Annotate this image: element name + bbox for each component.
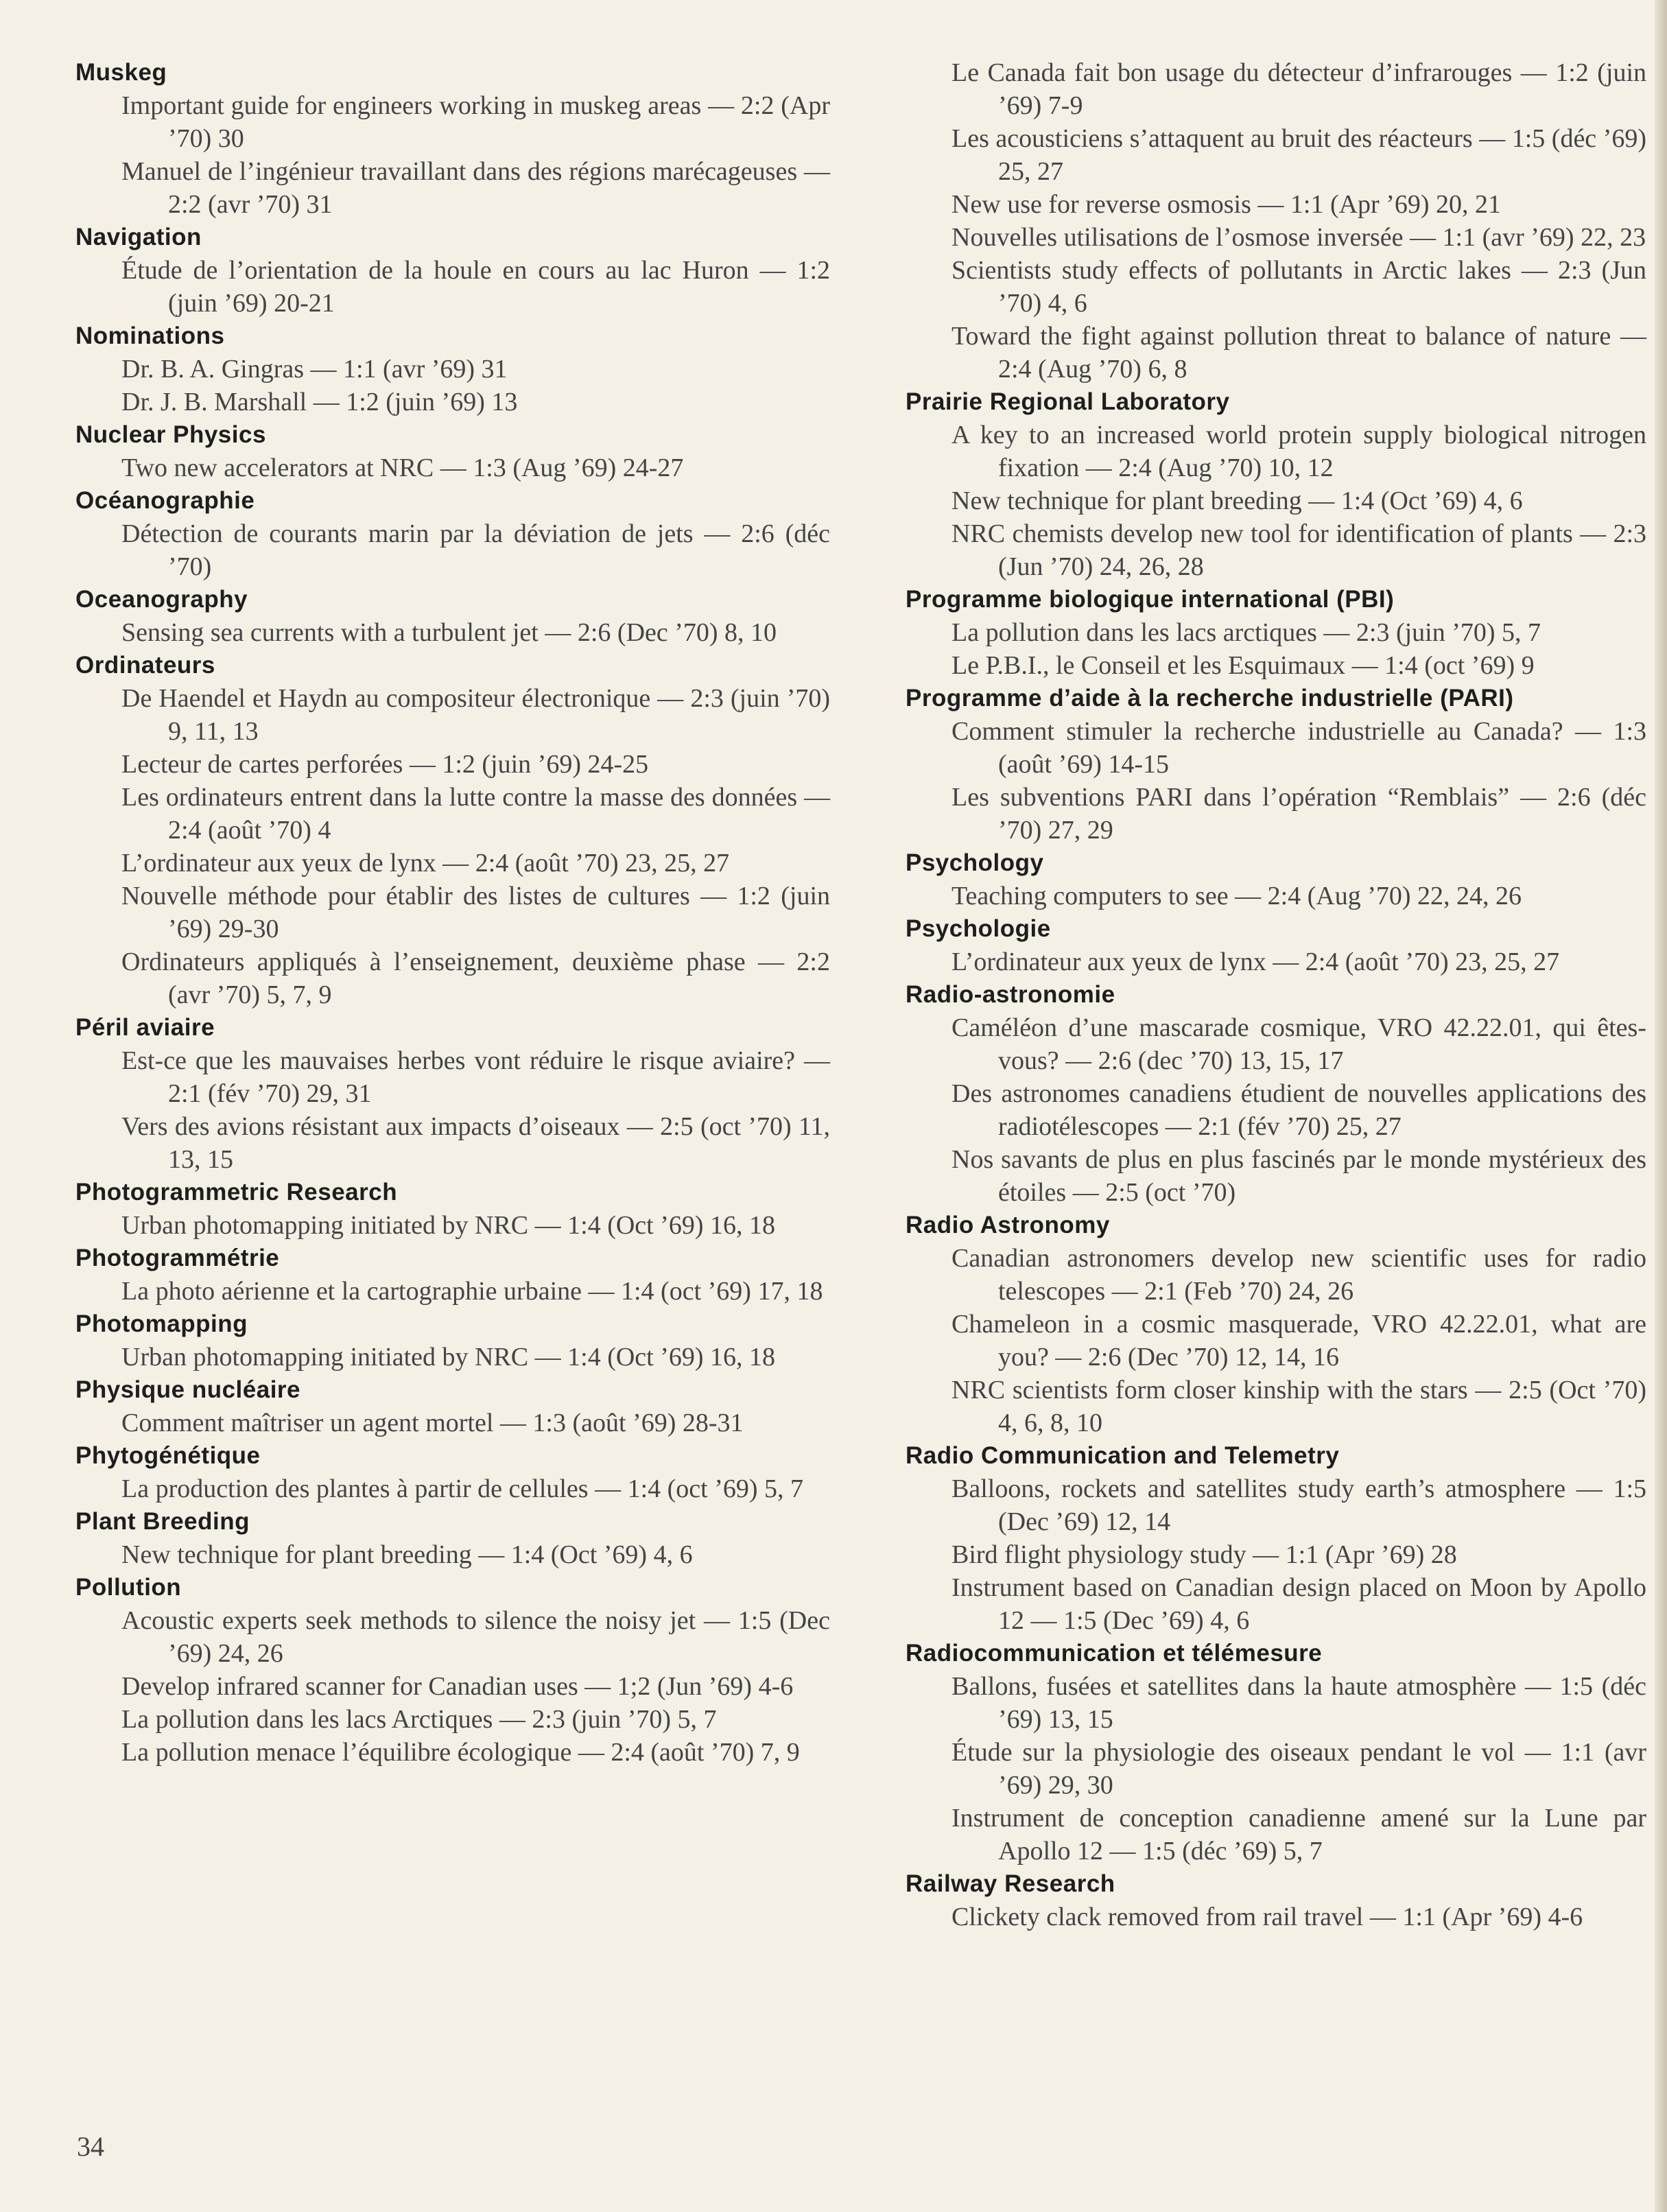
index-entry: Le P.B.I., le Conseil et les Esquimaux — 1:4 (oct ’69) 9 bbox=[951, 651, 1535, 680]
index-heading-programme-d-aide-a-la-recherche-industrielle-pari: Programme d’aide à la recherche industrielle (PARI) bbox=[906, 685, 1514, 711]
index-heading-pollution: Pollution bbox=[75, 1574, 182, 1601]
index-entry: Les acousticiens s’attaquent au bruit des réacteurs — 1:5 (déc ’69) 25, 27 bbox=[951, 124, 1646, 186]
index-entry: La pollution dans les lacs Arctiques — 2:3 (juin ’70) 5, 7 bbox=[121, 1705, 717, 1734]
index-entry: Two new accelerators at NRC — 1:3 (Aug ’69) 24-27 bbox=[121, 454, 684, 482]
index-entry: Détection de courants marin par la déviation de jets — 2:6 (déc ’70) bbox=[121, 519, 830, 581]
index-entry: Ballons, fusées et satellites dans la haute atmosphère — 1:5 (déc ’69) 13, 15 bbox=[951, 1672, 1646, 1734]
index-heading-radio-astronomy: Radio Astronomy bbox=[906, 1212, 1110, 1238]
index-heading-nuclear-physics: Nuclear Physics bbox=[75, 421, 266, 448]
index-entry: Toward the fight against pollution threat to balance of nature — 2:4 (Aug ’70) 6, 8 bbox=[951, 322, 1646, 384]
index-entry: Sensing sea currents with a turbulent jet — 2:6 (Dec ’70) 8, 10 bbox=[121, 618, 777, 647]
index-entry: Ordinateurs appliqués à l’enseignement, deuxième phase — 2:2 (avr ’70) 5, 7, 9 bbox=[121, 948, 830, 1009]
index-entry: Instrument based on Canadian design placed on Moon by Apollo 12 — 1:5 (Dec ’69) 4, 6 bbox=[951, 1573, 1646, 1635]
index-entry: La photo aérienne et la cartographie urbaine — 1:4 (oct ’69) 17, 18 bbox=[121, 1277, 823, 1306]
index-entry: La pollution menace l’équilibre écologique — 2:4 (août ’70) 7, 9 bbox=[121, 1738, 800, 1767]
index-entry: Important guide for engineers working in muskeg areas — 2:2 (Apr ’70) 30 bbox=[121, 91, 830, 153]
index-entry: La pollution dans les lacs arctiques — 2:3 (juin ’70) 5, 7 bbox=[951, 618, 1541, 647]
index-entry: Comment stimuler la recherche industrielle au Canada? — 1:3 (août ’69) 14-15 bbox=[951, 717, 1646, 779]
index-entry: L’ordinateur aux yeux de lynx — 2:4 (août ’70) 23, 25, 27 bbox=[951, 948, 1560, 976]
index-heading-plant-breeding: Plant Breeding bbox=[75, 1508, 250, 1535]
index-heading-photogrammetric-research: Photogrammetric Research bbox=[75, 1179, 398, 1205]
index-entry: Develop infrared scanner for Canadian uses — 1;2 (Jun ’69) 4-6 bbox=[121, 1672, 794, 1701]
index-heading-prairie-regional-laboratory: Prairie Regional Laboratory bbox=[906, 388, 1230, 415]
index-column-right bbox=[906, 56, 1646, 1933]
index-entry: NRC chemists develop new tool for identification of plants — 2:3 (Jun ’70) 24, 26, 28 bbox=[951, 519, 1646, 581]
index-entry: L’ordinateur aux yeux de lynx — 2:4 (août ’70) 23, 25, 27 bbox=[121, 849, 730, 878]
index-entry: Balloons, rockets and satellites study earth’s atmosphere — 1:5 (Dec ’69) 12, 14 bbox=[951, 1474, 1646, 1536]
index-entry: Canadian astronomers develop new scientific uses for radio telescopes — 2:1 (Feb ’70) 24, 26 bbox=[951, 1244, 1646, 1306]
index-entry: Dr. J. B. Marshall — 1:2 (juin ’69) 13 bbox=[121, 388, 518, 416]
index-heading-oceanographie: Océanographie bbox=[75, 487, 255, 514]
index-entry: Des astronomes canadiens étudient de nouvelles applications des radiotélescopes — 2:1 (fév ’70) 25, 27 bbox=[951, 1079, 1646, 1141]
index-entry: Lecteur de cartes perforées — 1:2 (juin ’69) 24-25 bbox=[121, 750, 649, 779]
index-entry: Les subventions PARI dans l’opération “Remblais” — 2:6 (déc ’70) 27, 29 bbox=[951, 783, 1646, 845]
index-entry: Chameleon in a cosmic masquerade, VRO 42.22.01, what are you? — 2:6 (Dec ’70) 12, 14, 16 bbox=[951, 1310, 1646, 1372]
index-entry: Scientists study effects of pollutants in Arctic lakes — 2:3 (Jun ’70) 4, 6 bbox=[951, 256, 1646, 318]
index-heading-photomapping: Photomapping bbox=[75, 1310, 248, 1337]
index-column-left bbox=[75, 56, 830, 1769]
index-heading-programme-biologique-international-pbi: Programme biologique international (PBI) bbox=[906, 586, 1395, 613]
index-heading-peril-aviaire: Péril aviaire bbox=[75, 1014, 215, 1041]
index-heading-phytogenetique: Phytogénétique bbox=[75, 1442, 261, 1469]
index-entry: Manuel de l’ingénieur travaillant dans des régions marécageuses — 2:2 (avr ’70) 31 bbox=[121, 157, 830, 219]
index-heading-ordinateurs: Ordinateurs bbox=[75, 652, 215, 679]
index-entry: Urban photomapping initiated by NRC — 1:4 (Oct ’69) 16, 18 bbox=[121, 1343, 776, 1372]
index-heading-railway-research: Railway Research bbox=[906, 1870, 1115, 1897]
index-entry: Est-ce que les mauvaises herbes vont réduire le risque aviaire? — 2:1 (fév ’70) 29, 31 bbox=[121, 1046, 830, 1108]
index-entry: Caméléon d’une mascarade cosmique, VRO 42.22.01, qui êtes-vous? — 2:6 (dec ’70) 13, 15, 17 bbox=[951, 1013, 1646, 1075]
index-heading-navigation: Navigation bbox=[75, 224, 202, 250]
page-edge bbox=[1655, 0, 1667, 2212]
index-entry: Urban photomapping initiated by NRC — 1:4 (Oct ’69) 16, 18 bbox=[121, 1211, 776, 1240]
index-entry: Nouvelles utilisations de l’osmose inversée — 1:1 (avr ’69) 22, 23 bbox=[951, 223, 1646, 252]
index-entry: De Haendel et Haydn au compositeur électronique — 2:3 (juin ’70) 9, 11, 13 bbox=[121, 684, 830, 746]
index-entry: Acoustic experts seek methods to silence the noisy jet — 1:5 (Dec ’69) 24, 26 bbox=[121, 1606, 830, 1668]
index-heading-radio-astronomie: Radio-astronomie bbox=[906, 981, 1115, 1008]
index-entry: Bird flight physiology study — 1:1 (Apr ’69) 28 bbox=[951, 1540, 1457, 1569]
index-entry: Les ordinateurs entrent dans la lutte contre la masse des données — 2:4 (août ’70) 4 bbox=[121, 783, 830, 845]
index-entry: A key to an increased world protein supply biological nitrogen fixation — 2:4 (Aug ’70) 10, 12 bbox=[951, 421, 1646, 482]
index-heading-photogrammetrie: Photogrammétrie bbox=[75, 1245, 280, 1271]
index-heading-nominations: Nominations bbox=[75, 322, 225, 349]
index-entry: Clickety clack removed from rail travel — 1:1 (Apr ’69) 4-6 bbox=[951, 1903, 1583, 1931]
index-entry: Teaching computers to see — 2:4 (Aug ’70) 22, 24, 26 bbox=[951, 882, 1522, 910]
index-entry: Nouvelle méthode pour établir des listes de cultures — 1:2 (juin ’69) 29-30 bbox=[121, 882, 830, 943]
index-entry: Le Canada fait bon usage du détecteur d’infrarouges — 1:2 (juin ’69) 7-9 bbox=[951, 58, 1646, 120]
index-entry: Dr. B. A. Gingras — 1:1 (avr ’69) 31 bbox=[121, 355, 508, 384]
index-entry: Étude de l’orientation de la houle en cours au lac Huron — 1:2 (juin ’69) 20-21 bbox=[121, 256, 830, 318]
index-entry: New technique for plant breeding — 1:4 (Oct ’69) 4, 6 bbox=[121, 1540, 693, 1569]
index-entry: New technique for plant breeding — 1:4 (Oct ’69) 4, 6 bbox=[951, 486, 1523, 515]
index-heading-physique-nucleaire: Physique nucléaire bbox=[75, 1376, 301, 1403]
index-entry: Vers des avions résistant aux impacts d’oiseaux — 2:5 (oct ’70) 11, 13, 15 bbox=[121, 1112, 830, 1174]
index-entry: Instrument de conception canadienne amené sur la Lune par Apollo 12 — 1:5 (déc ’69) 5, 7 bbox=[951, 1804, 1646, 1866]
index-heading-muskeg: Muskeg bbox=[75, 59, 167, 86]
index-entry: Comment maîtriser un agent mortel — 1:3 (août ’69) 28-31 bbox=[121, 1409, 744, 1437]
index-heading-psychologie: Psychologie bbox=[906, 915, 1051, 942]
index-entry: NRC scientists form closer kinship with the stars — 2:5 (Oct ’70) 4, 6, 8, 10 bbox=[951, 1376, 1646, 1437]
index-heading-radiocommunication-et-telemesure: Radiocommunication et télémesure bbox=[906, 1640, 1323, 1667]
index-entry: Nos savants de plus en plus fascinés par le monde mystérieux des étoiles — 2:5 (oct ’70) bbox=[951, 1145, 1646, 1207]
page-number: 34 bbox=[77, 2131, 104, 2162]
index-entry: Étude sur la physiologie des oiseaux pendant le vol — 1:1 (avr ’69) 29, 30 bbox=[951, 1738, 1646, 1800]
index-entry: New use for reverse osmosis — 1:1 (Apr ’69) 20, 21 bbox=[951, 190, 1502, 219]
index-heading-radio-communication-and-telemetry: Radio Communication and Telemetry bbox=[906, 1442, 1340, 1469]
index-entry: La production des plantes à partir de cellules — 1:4 (oct ’69) 5, 7 bbox=[121, 1474, 804, 1503]
index-heading-oceanography: Oceanography bbox=[75, 586, 248, 613]
index-heading-psychology: Psychology bbox=[906, 849, 1044, 876]
